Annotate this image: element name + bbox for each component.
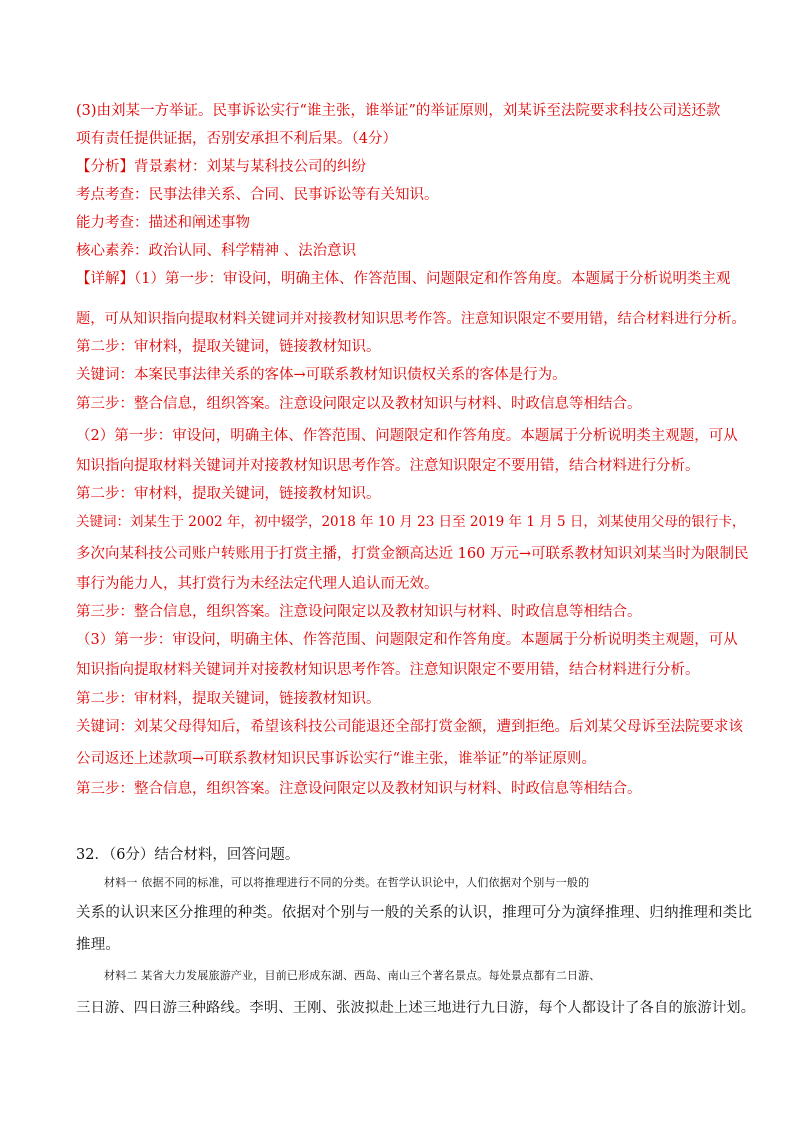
material-1-line-3: 推理。 xyxy=(76,937,121,953)
material-1-line-2: 关系的认识来区分推理的种类。依据对个别与一般的关系的认识，推理可分为演绎推理、归纳推理和类比 xyxy=(76,905,753,921)
detail-2-keywords-2: 多次向某科技公司账户转账用于打赏主播，打赏金额高达近 160 万元→可联系教材知识刘某当时为限制民 xyxy=(76,546,749,562)
detail-3-step-2: 第二步：审材料，提取关键词，链接教材知识。 xyxy=(76,691,381,707)
analysis-background: 【分析】背景素材：刘某与某科技公司的纠纷 xyxy=(76,159,366,175)
detail-2-line-1: （2）第一步：审设问，明确主体、作答范围、问题限定和作答角度。本题属于分析说明类主观题，可从 xyxy=(76,428,738,444)
answer-3-line-1: (3)由刘某一方举证。民事诉讼实行“谁主张，谁举证”的举证原则，刘某诉至法院要求科技公司送还款 xyxy=(76,103,721,119)
detail-3-keywords-1: 关键词：刘某父母得知后，希望该科技公司能退还全部打赏金额，遭到拒绝。后刘某父母诉至法院要求该 xyxy=(76,719,743,735)
material-2-line-1: 材料二 某省大力发展旅游产业，目前已形成东湖、西岛、南山三个著名景点。每处景点都有二日游、 xyxy=(104,969,601,982)
material-1-line-1: 材料一 依据不同的标准，可以将推理进行不同的分类。在哲学认识论中，人们依据对个别与一般的 xyxy=(104,876,590,889)
detail-1-step-2: 第二步：审材料，提取关键词，链接教材知识。 xyxy=(76,339,381,355)
detail-3-step-3: 第三步：整合信息，组织答案。注意设问限定以及教材知识与材料、时政信息等相结合。 xyxy=(76,781,642,797)
detail-2-keywords-1: 关键词：刘某生于 2002 年，初中辍学，2018 年 10 月 23 日至 2019 年 1 月 5 日，刘某使用父母的银行卡， xyxy=(76,514,746,530)
analysis-literacy: 核心素养：政治认同、科学精神 、法治意识 xyxy=(76,243,357,259)
detail-2-keywords-3: 事行为能力人，其打赏行为未经法定代理人追认而无效。 xyxy=(76,576,439,592)
detail-3-line-1: （3）第一步：审设问，明确主体、作答范围、问题限定和作答角度。本题属于分析说明类主观题，可从 xyxy=(76,632,738,648)
detail-3-keywords-2: 公司返还上述款项→可联系教材知识民事诉讼实行“谁主张，谁举证”的举证原则。 xyxy=(76,751,596,767)
analysis-points: 考点考查：民事法律关系、合同、民事诉讼等有关知识。 xyxy=(76,187,439,203)
material-2-line-2: 三日游、四日游三种路线。李明、王刚、张波拟赴上述三地进行九日游，每个人都设计了各自的旅游计划。 xyxy=(76,1000,756,1016)
detail-2-line-2: 知识指向提取材料关键词并对接教材知识思考作答。注意知识限定不要用错，结合材料进行分析。 xyxy=(76,458,700,474)
detail-1-line-2: 题，可从知识指向提取材料关键词并对接教材知识思考作答。注意知识限定不要用错，结合材料进行分析。 xyxy=(76,311,746,327)
detail-1-keywords: 关键词：本案民事法律关系的客体→可联系教材知识债权关系的客体是行为。 xyxy=(76,367,567,383)
detail-1-line-1: 【详解】（1）第一步：审设问，明确主体、作答范围、问题限定和作答角度。本题属于分析说明类主观 xyxy=(76,271,731,287)
detail-3-line-2: 知识指向提取材料关键词并对接教材知识思考作答。注意知识限定不要用错，结合材料进行分析。 xyxy=(76,662,700,678)
answer-3-line-2: 项有责任提供证据，否别安承担不利后果。（4分） xyxy=(76,131,397,147)
question-32-title: 32．（6分）结合材料，回答问题。 xyxy=(76,847,300,863)
analysis-ability: 能力考查：描述和阐述事物 xyxy=(76,215,250,231)
detail-1-step-3: 第三步：整合信息，组织答案。注意设问限定以及教材知识与材料、时政信息等相结合。 xyxy=(76,396,642,412)
detail-2-step-2: 第二步：审材料，提取关键词，链接教材知识。 xyxy=(76,486,381,502)
detail-2-step-3: 第三步：整合信息，组织答案。注意设问限定以及教材知识与材料、时政信息等相结合。 xyxy=(76,604,642,620)
